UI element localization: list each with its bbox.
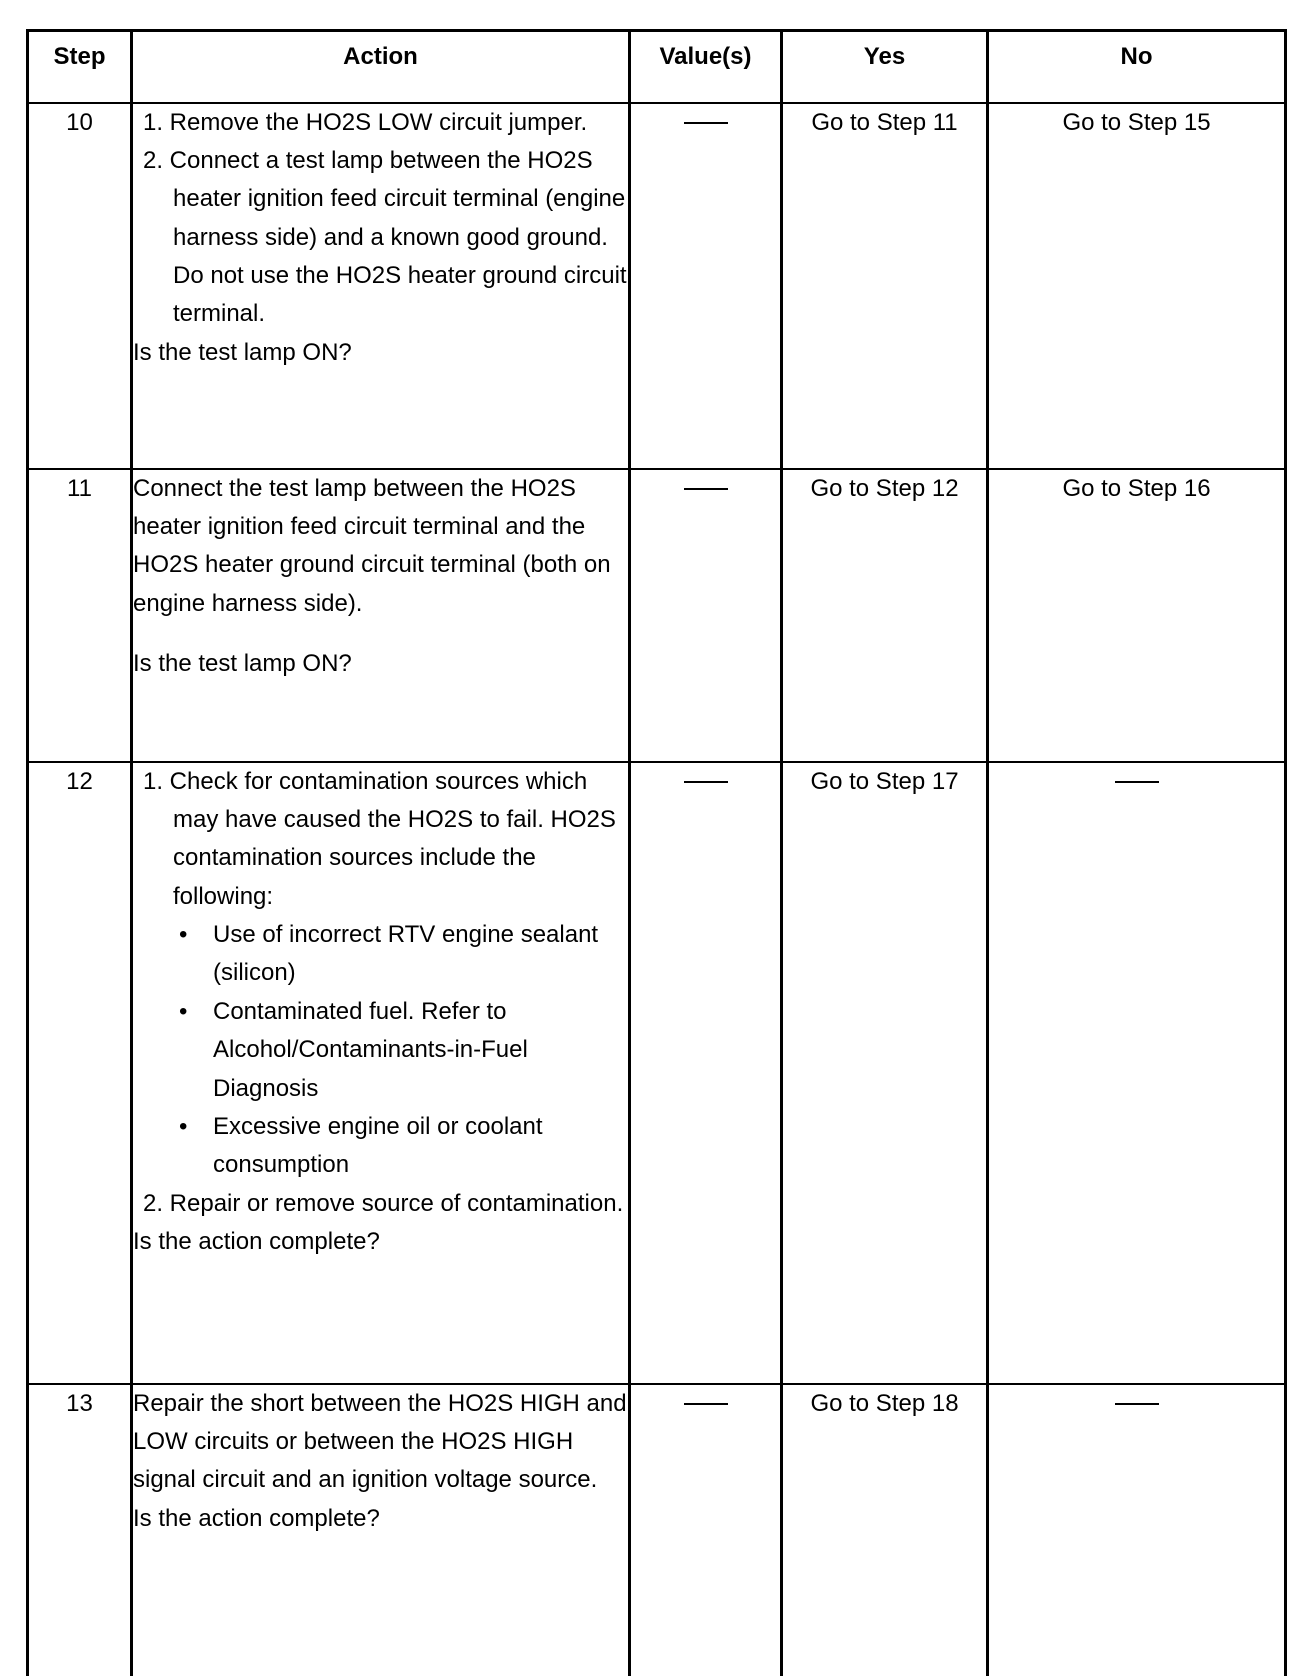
diagnostic-table <box>26 29 1287 1676</box>
yes-cell: Go to Step 17 <box>782 762 988 1384</box>
header-row <box>28 31 1286 103</box>
yes-cell: Go to Step 18 <box>782 1384 988 1676</box>
no-dash <box>1115 1403 1159 1405</box>
value-cell <box>630 1384 782 1676</box>
value-cell <box>630 103 782 469</box>
no-cell: Go to Step 15 <box>988 103 1286 469</box>
table-row-step-11 <box>28 469 1286 762</box>
bullet-item: • Contaminated fuel. Refer to Alcohol/Contaminants-in-Fuel Diagnosis <box>179 997 528 1102</box>
table-row-step-10 <box>28 103 1286 469</box>
header-no: No <box>988 31 1286 103</box>
action-question: Is the action complete? <box>133 1228 380 1256</box>
step-number: 11 <box>28 469 132 762</box>
action-question: Is the action complete? <box>133 1504 380 1532</box>
step-number: 12 <box>28 762 132 1384</box>
action-text: Repair the short between the HO2S HIGH and LOW circuits or between the HO2S HIGH signal circuit and an ignition voltage source. <box>133 1389 627 1494</box>
bullet-item: • Use of incorrect RTV engine sealant (silicon) <box>179 921 599 987</box>
action-item: 1. Remove the HO2S LOW circuit jumper. <box>143 108 588 136</box>
action-item: 1. Check for contamination sources which may have caused the HO2S to fail. HO2S contamination sources include the following: <box>143 767 616 910</box>
header-action: Action <box>132 31 630 103</box>
value-dash <box>684 1403 728 1405</box>
step-number: 13 <box>28 1384 132 1676</box>
action-item: 2. Connect a test lamp between the HO2S heater ignition feed circuit terminal (engine harness side) and a known good ground. Do not use the HO2S heater ground circuit terminal. <box>143 146 627 328</box>
action-cell <box>132 103 630 469</box>
bullet-item: • Excessive engine oil or coolant consumption <box>179 1113 543 1179</box>
table-row-step-13 <box>28 1384 1286 1676</box>
no-cell <box>988 762 1286 1384</box>
action-question: Is the test lamp ON? <box>133 338 352 366</box>
yes-cell: Go to Step 11 <box>782 103 988 469</box>
action-cell <box>132 469 630 762</box>
action-question: Is the test lamp ON? <box>133 650 352 678</box>
step-number: 10 <box>28 103 132 469</box>
header-values: Value(s) <box>630 31 782 103</box>
no-dash <box>1115 781 1159 783</box>
table-row-step-12 <box>28 762 1286 1384</box>
value-dash <box>684 781 728 783</box>
no-cell: Go to Step 16 <box>988 469 1286 762</box>
header-yes: Yes <box>782 31 988 103</box>
action-text: Connect the test lamp between the HO2S heater ignition feed circuit terminal and the HO2S heater ground circuit terminal (both on engine harness side). <box>133 474 611 617</box>
no-cell <box>988 1384 1286 1676</box>
header-step: Step <box>28 31 132 103</box>
value-dash <box>684 122 728 124</box>
action-cell <box>132 1384 630 1676</box>
value-cell <box>630 762 782 1384</box>
value-cell <box>630 469 782 762</box>
yes-cell: Go to Step 12 <box>782 469 988 762</box>
value-dash <box>684 488 728 490</box>
action-cell <box>132 762 630 1384</box>
action-item: 2. Repair or remove source of contamination. <box>143 1189 624 1217</box>
